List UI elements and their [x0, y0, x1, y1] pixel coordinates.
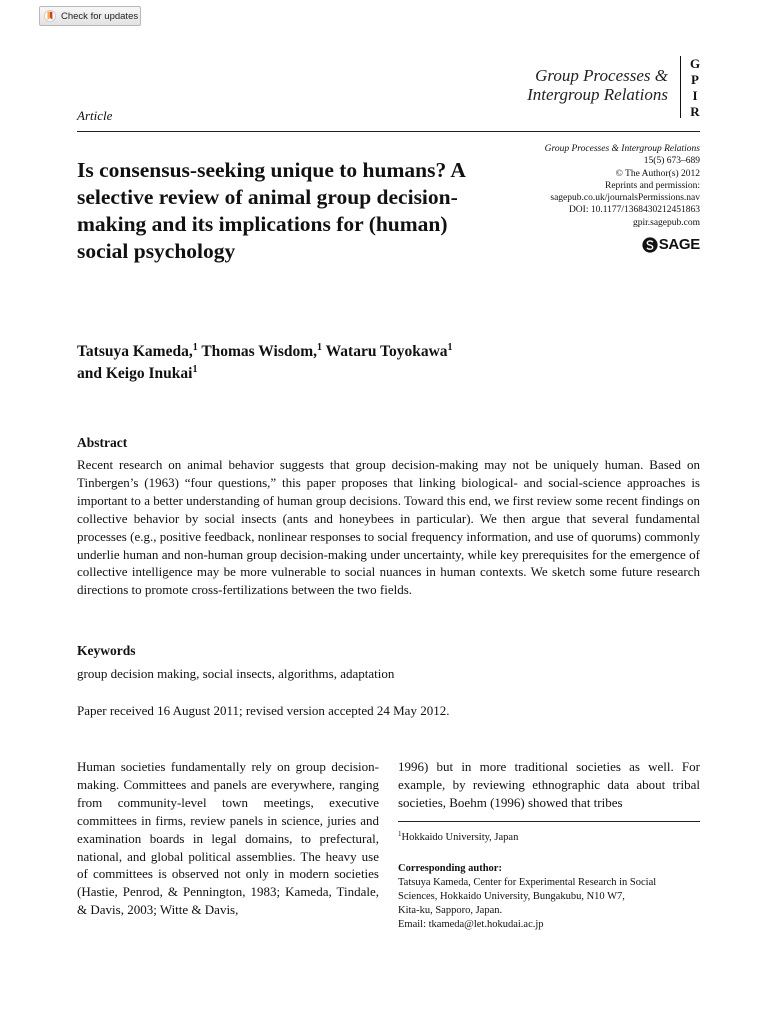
check-for-updates-button[interactable]	[39, 6, 141, 26]
corresponding-email[interactable]: Email: tkameda@let.hokudai.ac.jp	[398, 919, 544, 930]
check-for-updates-label: Check for updates	[61, 10, 139, 22]
sage-logo	[642, 236, 700, 253]
author-name: Thomas Wisdom,	[201, 343, 318, 360]
sage-s-icon	[642, 237, 658, 253]
journal-acronym	[688, 56, 702, 120]
acronym-letter: G	[689, 56, 701, 71]
author-affiliation-mark: 1	[192, 364, 198, 375]
abstract-heading: Abstract	[77, 435, 128, 450]
acronym-letter: P	[691, 72, 699, 87]
acronym-letter: I	[692, 88, 698, 103]
author-affiliation-mark: 1	[447, 342, 453, 353]
meta-permissions-link[interactable]: sagepub.co.uk/journalsPermissions.nav	[550, 193, 700, 204]
keywords-heading: Keywords	[77, 643, 136, 658]
acronym-letter: R	[690, 104, 700, 119]
article-metadata	[545, 143, 700, 229]
affiliation-footnote	[398, 831, 703, 845]
author-name: Wataru Toyokawa	[325, 343, 448, 360]
journal-name	[527, 66, 668, 104]
corresponding-author-heading: Corresponding author:	[398, 863, 502, 874]
author-affiliation-mark: 1	[192, 342, 198, 353]
footnote-divider	[398, 821, 700, 822]
meta-doi[interactable]: DOI: 10.1177/1368430212451863	[568, 205, 700, 216]
journal-vertical-rule	[680, 56, 681, 118]
corresponding-line: Tatsuya Kameda, Center for Experimental Research in Social	[398, 877, 657, 888]
meta-journal: Group Processes & Intergroup Relations	[544, 144, 700, 154]
meta-volume: 15(5) 673–689	[643, 156, 700, 167]
author-affiliation-mark: 1	[317, 342, 323, 353]
author-name: and Keigo Inukai	[77, 365, 193, 382]
meta-reprints: Reprints and permission:	[605, 180, 700, 191]
affiliation-text: Hokkaido University, Japan	[401, 832, 519, 843]
received-dates: Paper received 16 August 2011; revised version accepted 24 May 2012.	[77, 703, 450, 718]
meta-copyright: © The Author(s) 2012	[615, 168, 700, 179]
sage-wordmark: SAGE	[658, 236, 700, 253]
corresponding-line: Sciences, Hokkaido University, Bungakubu, N10 W7,	[398, 891, 625, 902]
body-text-left-column: Human societies fundamentally rely on group decision-making. Committees and panels are everywhere, ranging from community-level town meetings, executive committees in firms, review panels in science, juries and examination boards in legal domains, to prefectural, national, and global political assemblies. The heavy use of committees is observed not only in modern societies (Hastie, Penrod, & Pennington, 1983; Kameda, Tindale, & Davis, 2003; Witte & Davis,	[77, 759, 379, 918]
keywords-text: group decision making, social insects, algorithms, adaptation	[77, 666, 395, 681]
abstract-text: Recent research on animal behavior suggests that group decision-making may not be uniquely human. Based on Tinbergen’s (1963) “four questions,” this paper proposes that linking biological- and social-science approaches is important to a better understanding of human group decisions. Toward this end, we first review some recent findings on collective behavior by social insects (ants and honeybees in particular). We then argue that several fundamental processes (e.g., positive feedback, nonlinear responses to social frequency information, and use of quorums) commonly underlie human and non-human group decision-making under uncertainty, while key prerequisites for the emergence of collective intelligence may be more vulnerable to social nuances in human contexts. We sketch some future research directions to promote cross-fertilizations between the two fields.	[77, 457, 700, 598]
meta-journal-site[interactable]: gpir.sagepub.com	[632, 217, 700, 228]
body-text-right-column: 1996) but in more traditional societies as well. For example, by reviewing ethnographic data about tribal societies, Boehm (1996) showed that tribes	[398, 759, 700, 810]
author-list	[77, 341, 547, 385]
corresponding-author-details	[398, 876, 703, 932]
crossmark-icon	[44, 10, 56, 22]
author-name: Tatsuya Kameda,	[77, 343, 193, 360]
journal-name-line2: Intergroup Relations	[527, 85, 668, 104]
affiliation-mark: 1	[398, 830, 402, 838]
article-title: Is consensus-seeking unique to humans? A selective review of animal group decision-making and its implications for (human) social psychology	[77, 158, 465, 263]
journal-name-line1: Group Processes &	[535, 66, 668, 85]
header-divider	[77, 131, 700, 132]
article-type-label: Article	[77, 108, 113, 123]
corresponding-line: Kita-ku, Sapporo, Japan.	[398, 905, 503, 916]
